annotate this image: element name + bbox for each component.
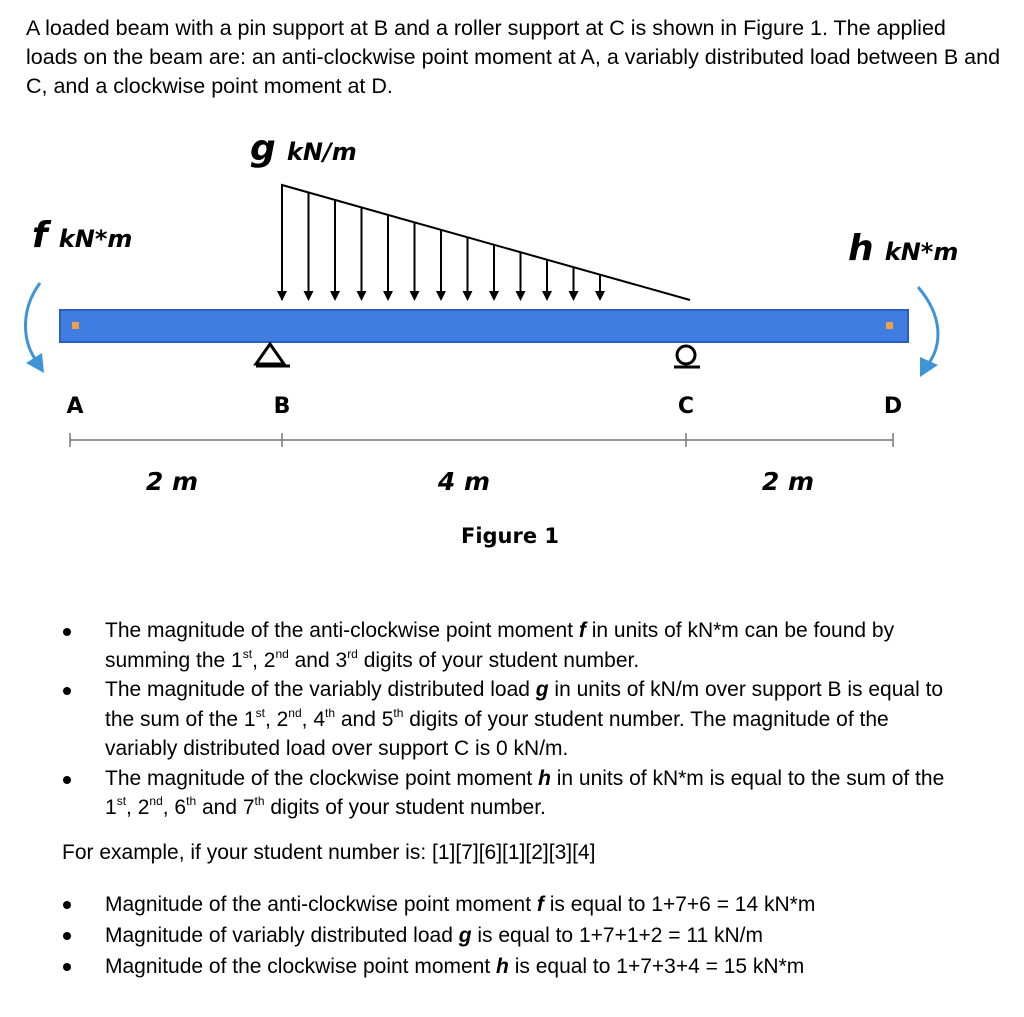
- load-arrow-head: [277, 291, 287, 301]
- dimension-line: [70, 433, 893, 447]
- beam-figure: [0, 115, 1024, 575]
- moment-a-unit: kN*m: [58, 225, 133, 253]
- distributed-load: [277, 185, 690, 301]
- list-item: Magnitude of variably distributed load g is equal to 1+7+1+2 = 11 kN/m: [25, 920, 945, 951]
- beam: [60, 310, 908, 342]
- load-arrow-head: [542, 291, 552, 301]
- load-arrow-head: [516, 291, 526, 301]
- load-envelope: [282, 185, 690, 300]
- load-arrow-head: [304, 291, 314, 301]
- distance-ab: 2 m: [145, 467, 199, 496]
- moment-a-arrow: [26, 283, 45, 373]
- moment-d-unit: kN*m: [884, 238, 959, 266]
- roller-support-c: [674, 346, 700, 367]
- distance-cd: 2 m: [761, 467, 815, 496]
- load-unit: kN/m: [286, 138, 357, 166]
- point-b-label: B: [273, 394, 291, 419]
- load-arrow-head: [569, 291, 579, 301]
- moment-a-label: [32, 215, 132, 256]
- list-item: The magnitude of the variably distributed load g in units of kN/m over support B is equal to the sum of the 1st, 2nd, 4th and 5th digits of your student number. The magnitude of the variably distributed load over support C is 0 kN/m.: [25, 675, 945, 764]
- list-item: Magnitude of the clockwise point moment h is equal to 1+7+3+4 = 15 kN*m: [25, 951, 945, 982]
- load-arrow-head: [463, 291, 473, 301]
- figure-caption: Figure 1: [460, 524, 560, 548]
- load-symbol: g: [250, 128, 276, 169]
- load-arrow-head: [330, 291, 340, 301]
- point-c-label: C: [677, 394, 695, 419]
- load-arrow-head: [410, 291, 420, 301]
- moment-d-symbol: h: [848, 228, 874, 269]
- beam-end-a-dot: [72, 322, 79, 329]
- list-item: The magnitude of the anti-clockwise point moment f in units of kN*m can be found by summing the 1st, 2nd and 3rd digits of your student number.: [25, 616, 945, 675]
- moment-a-symbol: f: [32, 215, 48, 256]
- example-line: For example, if your student number is: [1][7][6][1][2][3][4]: [62, 841, 596, 864]
- list-item: The magnitude of the clockwise point moment h in units of kN*m is equal to the sum of the 1st, 2nd, 6th and 7th digits of your student number.: [25, 764, 945, 823]
- pin-support-b: [256, 344, 290, 366]
- beam-end-d-dot: [886, 322, 893, 329]
- load-arrow-head: [357, 291, 367, 301]
- load-arrow-head: [489, 291, 499, 301]
- load-arrow-head: [383, 291, 393, 301]
- distance-bc: 4 m: [437, 467, 491, 496]
- moment-d-arrow: [918, 287, 938, 377]
- instruction-list: [25, 616, 945, 823]
- example-list: [25, 889, 945, 982]
- point-d-label: D: [883, 394, 903, 419]
- problem-statement: A loaded beam with a pin support at B and a roller support at C is shown in Figure 1. The applied loads on the beam are: an anti-clockwise point moment at A, a variably distributed load between B and C, and a clockwise point moment at D.: [26, 16, 1001, 98]
- point-a-label: A: [66, 394, 84, 419]
- moment-d-label: [848, 228, 958, 269]
- list-item: Magnitude of the anti-clockwise point moment f is equal to 1+7+6 = 14 kN*m: [25, 889, 945, 920]
- load-label: [250, 128, 357, 169]
- load-arrow-head: [595, 291, 605, 301]
- load-arrow-head: [436, 291, 446, 301]
